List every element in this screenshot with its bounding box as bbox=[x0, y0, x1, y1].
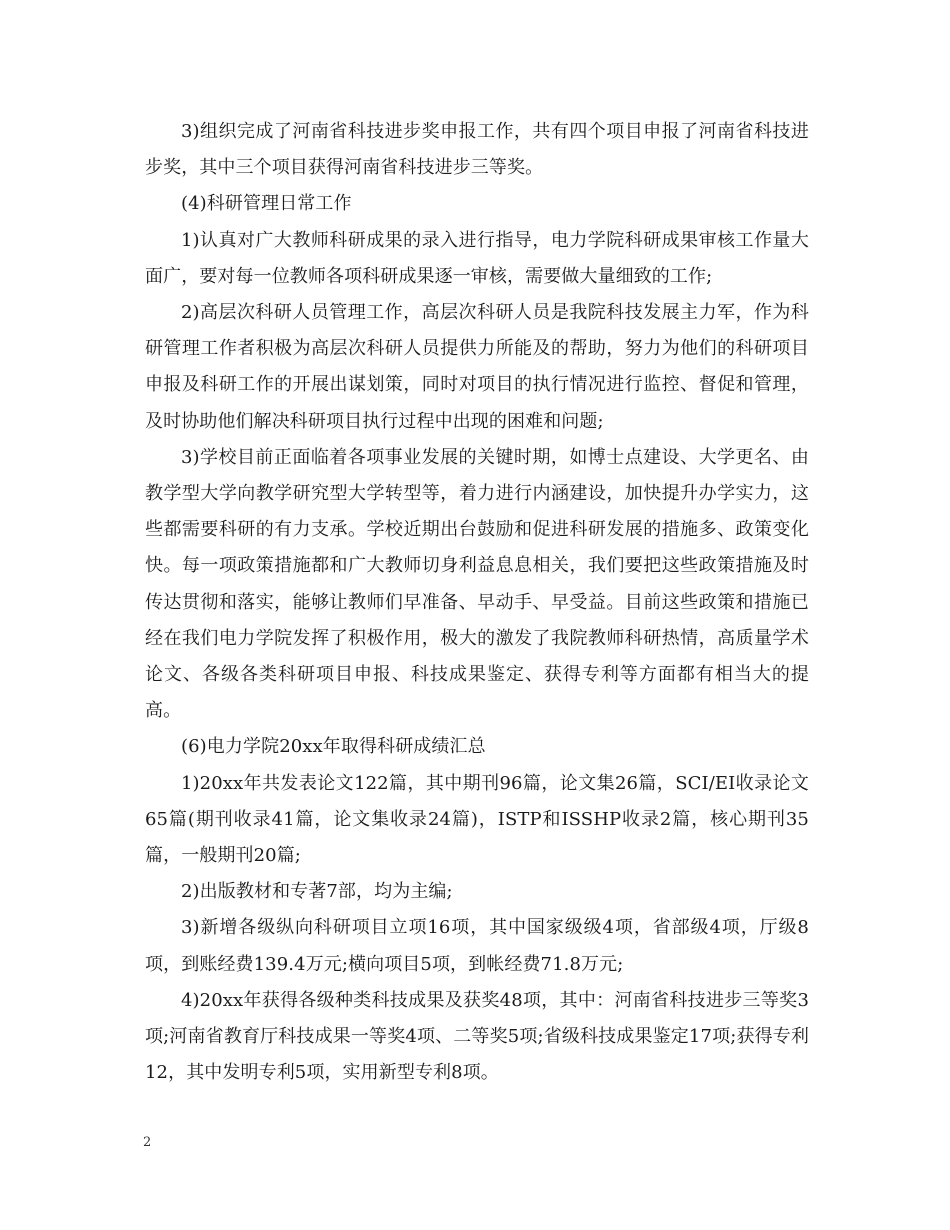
paragraph-provincial-award: 3)组织完成了河南省科技进步奖申报工作，共有四个项目申报了河南省科技进步奖，其中三个项目获得河南省科技进步三等奖。 bbox=[145, 121, 809, 179]
document-body bbox=[145, 114, 809, 1091]
paragraph-high-level-staff: 2)高层次科研人员管理工作，高层次科研人员是我院科技发展主力军，作为科研管理工作者积极为高层次科研人员提供力所能及的帮助，努力为他们的科研项目申报及科研工作的开展出谋划策，同时对项目的执行情况进行监控、督促和管理，及时协助他们解决科研项目执行过程中出现的困难和问题; bbox=[145, 302, 809, 432]
paragraph-textbooks: 2)出版教材和专著7部，均为主编; bbox=[181, 881, 453, 903]
paragraph-awards: 4)20xx年获得各级种类科技成果及获奖48项，其中：河南省科技进步三等奖3项;河南省教育厅科技成果一等奖4项、二等奖5项;省级科技成果鉴定17项;获得专利12，其中发明专利5项，实用新型专利8项。 bbox=[145, 989, 809, 1084]
paragraph-projects: 3)新增各级纵向科研项目立项16项，其中国家级级4项，省部级4项，厅级8项，到账经费139.4万元;横向项目5项，到帐经费71.8万元; bbox=[145, 917, 809, 975]
paragraph-school-policy: 3)学校目前正面临着各项事业发展的关键时期，如博士点建设、大学更名、由教学型大学向教学研究型大学转型等，着力进行内涵建设，加快提升办学实力，这些都需要科研的有力支承。学校近期出台鼓励和促进科研发展的措施多、政策变化快。每一项政策措施都和广大教师切身利益息息相关，我们要把这些政策措施及时传达贯彻和落实，能够让教师们早准备、早动手、早受益。目前这些政策和措施已经在我们电力学院发挥了积极作用，极大的激发了我院教师科研热情，高质量学术论文、各级各类科研项目申报、科技成果鉴定、获得专利等方面都有相当大的提高。 bbox=[145, 446, 809, 722]
paragraph-results-review: 1)认真对广大教师科研成果的录入进行指导，电力学院科研成果审核工作量大面广，要对每一位教师各项科研成果逐一审核，需要做大量细致的工作; bbox=[145, 229, 809, 287]
section-heading-summary: (6)电力学院20xx年取得科研成绩汇总 bbox=[181, 736, 486, 758]
section-heading-daily-work: (4)科研管理日常工作 bbox=[181, 193, 352, 215]
paragraph-papers: 1)20xx年共发表论文122篇，其中期刊96篇，论文集26篇，SCI/EI收录论文65篇(期刊收录41篇，论文集收录24篇)，ISTP和ISSHP收录2篇，核心期刊35篇，一般期刊20篇; bbox=[145, 772, 809, 867]
page-number: 2 bbox=[143, 1135, 152, 1150]
